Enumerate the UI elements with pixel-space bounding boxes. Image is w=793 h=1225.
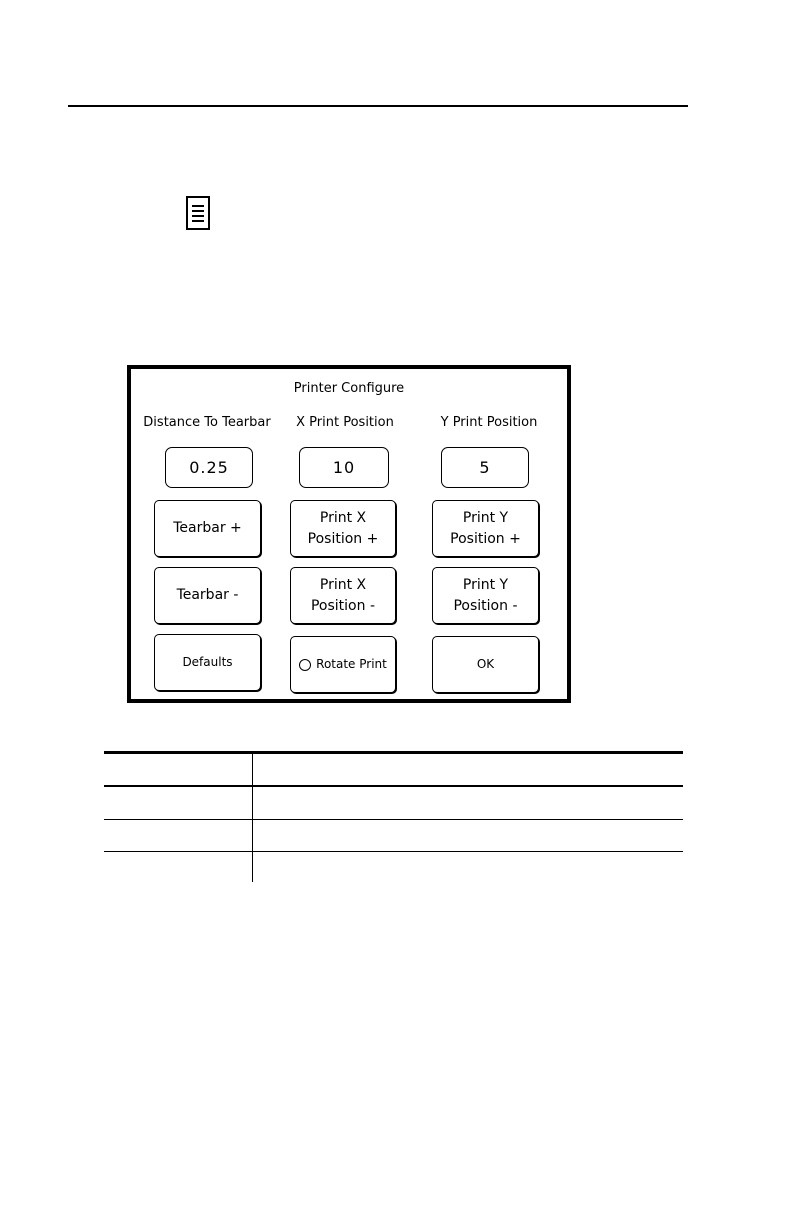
table-row-rule (104, 819, 683, 820)
print-x-position-plus-button[interactable] (290, 500, 396, 557)
print-x-minus-line1: Print X (319, 576, 367, 593)
rotate-print-label: Rotate Print (316, 657, 387, 671)
defaults-label: Defaults (182, 655, 233, 669)
distance-to-tearbar-label: Distance To Tearbar (143, 415, 271, 430)
print-x-plus-line2: Position + (307, 530, 379, 547)
print-x-minus-line2: Position - (310, 597, 375, 614)
empty-table (104, 751, 683, 883)
table-top-rule (104, 751, 683, 754)
table-header-rule (104, 785, 683, 787)
y-print-position-label: Y Print Position (440, 415, 538, 430)
tearbar-minus-button[interactable] (154, 567, 261, 624)
tearbar-plus-label: Tearbar + (173, 520, 242, 536)
dialog-title: Printer Configure (293, 381, 405, 396)
y-print-position-value: 5 (441, 447, 529, 488)
header-rule (68, 105, 688, 107)
distance-to-tearbar-value: 0.25 (165, 447, 253, 488)
tearbar-minus-label: Tearbar - (176, 587, 239, 603)
print-x-plus-line1: Print X (319, 509, 367, 526)
x-print-position-value: 10 (299, 447, 389, 488)
table-row-rule (104, 851, 683, 852)
print-y-position-plus-button[interactable] (432, 500, 539, 557)
ok-button[interactable] (432, 636, 539, 693)
radio-icon[interactable] (299, 659, 311, 671)
print-y-plus-line1: Print Y (462, 509, 509, 526)
table-column-divider (252, 751, 253, 882)
print-y-position-minus-button[interactable] (432, 567, 539, 624)
x-print-position-label: X Print Position (296, 415, 394, 430)
printer-configure-dialog (127, 365, 571, 703)
print-y-plus-line2: Position + (450, 530, 521, 547)
rotate-print-button[interactable] (290, 636, 396, 693)
tearbar-plus-button[interactable] (154, 500, 261, 557)
print-y-minus-line1: Print Y (462, 576, 509, 593)
ok-label: OK (476, 657, 495, 671)
note-icon (186, 196, 210, 230)
print-y-minus-line2: Position - (453, 597, 518, 614)
print-x-position-minus-button[interactable] (290, 567, 396, 624)
defaults-button[interactable] (154, 634, 261, 691)
